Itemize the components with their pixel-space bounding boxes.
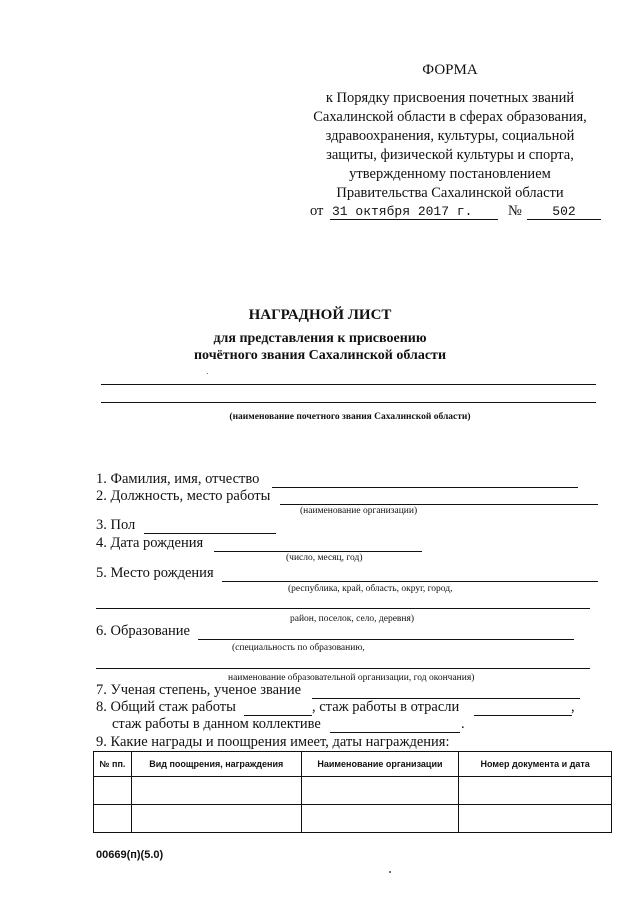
table-cell <box>301 777 459 805</box>
header-line-6: Правительства Сахалинской области <box>336 185 564 201</box>
full-name-field <box>272 487 578 488</box>
collective-experience-field <box>330 732 460 733</box>
birth-place-field <box>222 581 598 582</box>
document-title: НАГРАДНОЙ ЛИСТ <box>248 307 392 323</box>
header-line-5: утвержденному постановлением <box>349 166 551 182</box>
decree-number: 502 <box>527 204 601 220</box>
table-cell <box>131 777 301 805</box>
scan-speck <box>207 373 208 374</box>
item-education-label: 6. Образование <box>96 623 190 639</box>
decree-date: 31 октября 2017 г. <box>330 204 498 220</box>
birth-date-field <box>214 551 422 552</box>
table-row <box>94 777 612 805</box>
item-sex-label: 3. Пол <box>96 517 136 533</box>
col-organization-header: Наименование организации <box>301 752 459 777</box>
birth-place-note-1: (республика, край, область, округ, город, <box>288 584 453 594</box>
awards-table <box>93 751 612 833</box>
birth-date-note: (число, месяц, год) <box>286 553 363 563</box>
col-award-type-header: Вид поощрения, награждения <box>131 752 301 777</box>
sex-field <box>144 533 276 534</box>
birth-place-note-2: район, поселок, село, деревня) <box>290 614 415 624</box>
table-cell <box>94 777 132 805</box>
document-subtitle-1: для представления к присвоению <box>213 331 427 346</box>
education-note-2: наименование образовательной организации, год окончания) <box>228 673 475 683</box>
form-code: 00669(п)(5.0) <box>96 849 164 861</box>
item-experience-label: 8. Общий стаж работы <box>96 699 236 715</box>
item-position-label: 2. Должность, место работы <box>96 488 271 504</box>
header-line-1: к Порядку присвоения почетных званий <box>325 90 575 106</box>
education-field-2 <box>96 668 590 669</box>
industry-experience-label: , стаж работы в отрасли <box>312 699 460 715</box>
item-full-name-label: 1. Фамилия, имя, отчество <box>96 471 260 487</box>
col-number-header: № пп. <box>94 752 132 777</box>
item-awards-label: 9. Какие награды и поощрения имеет, даты награждения: <box>96 734 450 750</box>
form-label: ФОРМА <box>422 62 478 78</box>
industry-experience-field <box>474 715 572 716</box>
header-line-3: здравоохранения, культуры, социальной <box>325 128 575 144</box>
birth-place-field-2 <box>96 608 590 609</box>
table-cell <box>131 805 301 833</box>
header-line-2: Сахалинской области в сферах образования, <box>313 109 587 125</box>
from-label: от <box>310 203 324 219</box>
document-subtitle-2: почётного звания Сахалинской области <box>193 348 447 363</box>
item-birth-place-label: 5. Место рождения <box>96 565 214 581</box>
education-note-1: (специальность по образованию, <box>232 643 365 653</box>
title-line-1 <box>101 384 596 385</box>
table-row <box>94 805 612 833</box>
table-cell <box>301 805 459 833</box>
position-note: (наименование организации) <box>300 506 418 516</box>
table-cell <box>94 805 132 833</box>
comma-separator: , <box>571 699 575 715</box>
period-mark: . <box>461 716 465 732</box>
education-field <box>198 639 574 640</box>
header-line-4: защиты, физической культуры и спорта, <box>326 147 574 163</box>
awards-table-header <box>94 752 612 777</box>
table-cell <box>459 777 612 805</box>
scan-speck <box>389 871 391 873</box>
number-label: № <box>508 203 522 219</box>
collective-experience-label: стаж работы в данном коллективе <box>112 716 321 732</box>
item-birth-date-label: 4. Дата рождения <box>96 535 204 551</box>
item-degree-label: 7. Ученая степень, ученое звание <box>96 682 302 698</box>
table-cell <box>459 805 612 833</box>
title-line-2 <box>101 402 596 403</box>
col-document-header: Номер документа и дата <box>459 752 612 777</box>
position-field <box>280 504 598 505</box>
title-caption: (наименование почетного звания Сахалинской области) <box>229 412 471 422</box>
